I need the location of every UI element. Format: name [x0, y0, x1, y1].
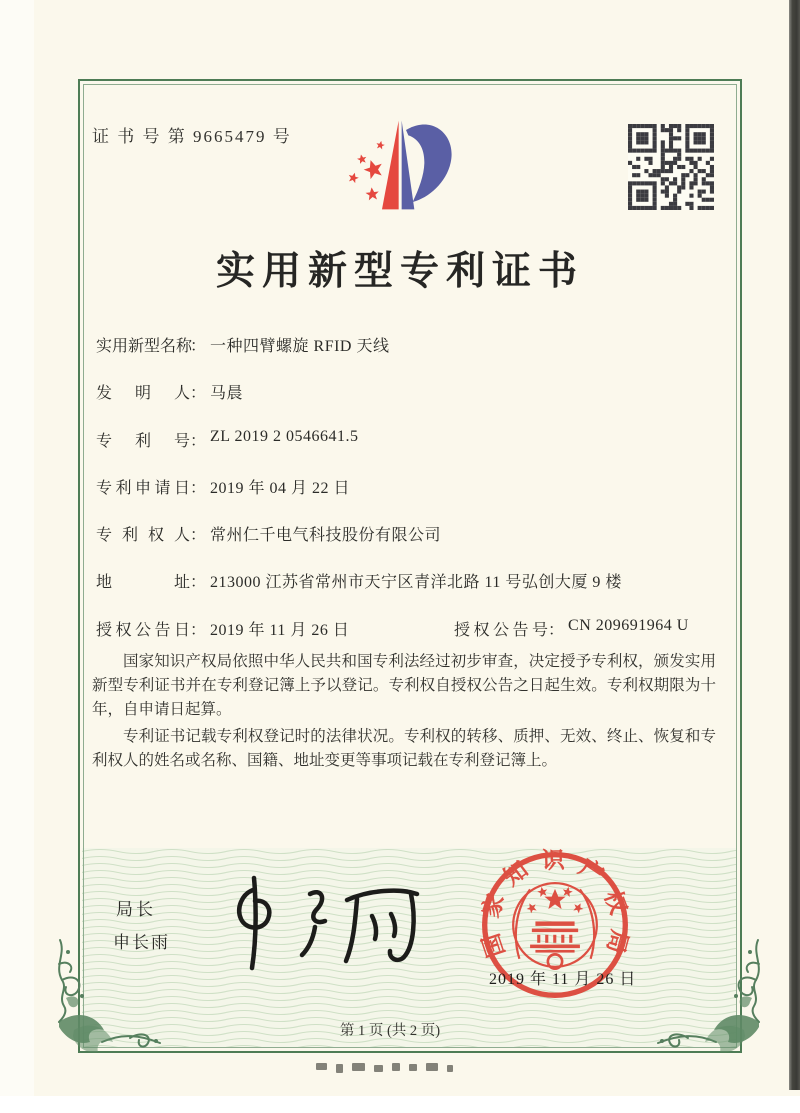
field-label: 地址	[96, 574, 190, 592]
field-row: 发明人 ： 马晨	[96, 380, 716, 427]
seal-date: 2019 年 11 月 26 日	[489, 971, 637, 988]
field-label: 发明人	[96, 385, 190, 403]
field-row: 实用新型名称 ： 一种四臂螺旋 RFID 天线	[96, 333, 716, 380]
field-label: 实用新型名称	[96, 338, 193, 355]
field-value: 213000 江苏省常州市天宁区青洋北路 11 号弘创大厦 9 楼	[210, 574, 622, 592]
seal-arc-text: 国家知识产权局	[478, 847, 633, 961]
field-label: 授权公告日	[96, 621, 190, 639]
handwritten-signature-icon	[214, 868, 429, 976]
field-value: 常州仁千电气科技股份有限公司	[210, 527, 442, 545]
field-value: 马晨	[210, 385, 244, 403]
scan-margin-left	[0, 0, 34, 1113]
field-label: 专利号	[96, 432, 190, 450]
body-paragraph: 国家知识产权局依照中华人民共和国专利法经过初步审查，决定授予专利权，颁发实用新型专利证书并在专利登记簿上予以登记。专利权自授权公告之日起生效。专利权期限为十年，自申请日起算。	[92, 653, 716, 718]
corner-ornament-right-icon	[652, 938, 772, 1068]
grant-number-label: 授权公告号	[454, 621, 548, 639]
scan-edge	[789, 0, 800, 1090]
field-value: 2019 年 11 月 26 日	[210, 621, 350, 639]
cnipa-logo-icon	[330, 98, 480, 230]
field-row: 专利权人 ： 常州仁千电气科技股份有限公司	[96, 522, 716, 569]
signer-name: 申长雨	[113, 933, 170, 952]
body-paragraph: 专利证书记载专利权登记时的法律状况。专利权的转移、质押、无效、终止、恢复和专利权人的姓名或名称、国籍、地址变更等事项记载在专利登记簿上。	[92, 728, 716, 769]
field-label: 专利申请日	[96, 479, 190, 497]
field-row: 地址 ： 213000 江苏省常州市天宁区青洋北路 11 号弘创大厦 9 楼	[96, 569, 716, 616]
scan-margin-bottom	[0, 1096, 800, 1113]
certificate-number: 证 书 号 第 9665479 号	[92, 127, 292, 146]
grant-number-value: CN 209691964 U	[568, 616, 689, 634]
field-value: ZL 2019 2 0546641.5	[210, 427, 359, 445]
national-emblem-icon	[513, 883, 597, 968]
field-row: 授权公告日 ： 2019 年 11 月 26 日 授权公告号 ： CN 209691964 U	[96, 616, 689, 639]
legal-text	[92, 650, 716, 776]
field-value: 2019 年 04 月 22 日	[210, 479, 351, 497]
certificate-title: 实用新型专利证书	[215, 250, 584, 293]
field-label: 专利权人	[96, 527, 190, 545]
qr-code	[628, 124, 714, 210]
field-row: 专利申请日 ： 2019 年 04 月 22 日	[96, 475, 716, 522]
corner-ornament-left-icon	[46, 938, 166, 1068]
field-row: 专利号 ： ZL 2019 2 0546641.5	[96, 427, 359, 450]
scan-artifact	[316, 1063, 466, 1075]
page-footer: 第 1 页 (共 2 页)	[339, 1023, 441, 1039]
field-value: 一种四臂螺旋 RFID 天线	[210, 338, 390, 355]
signer-title: 局长	[116, 900, 156, 919]
field-list	[96, 333, 716, 664]
